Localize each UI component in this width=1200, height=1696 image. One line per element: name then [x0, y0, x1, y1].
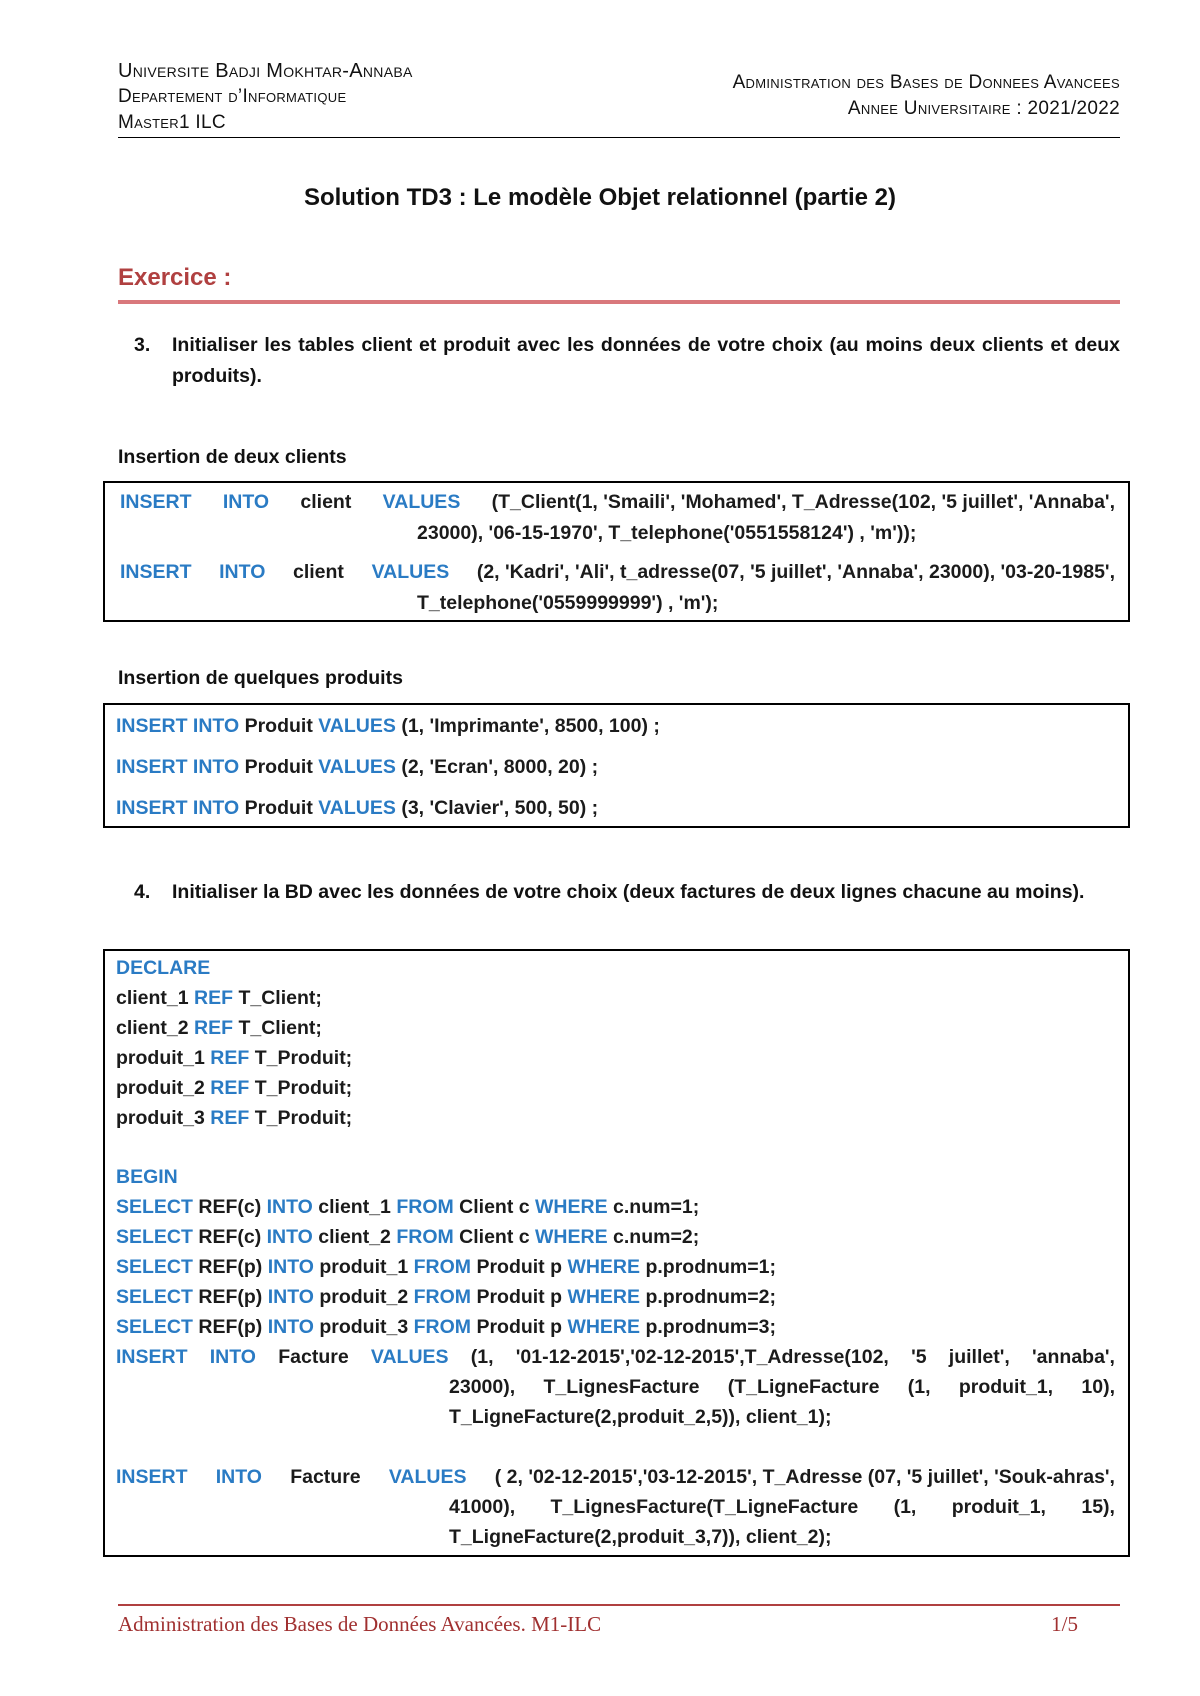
- table-name: client: [300, 491, 352, 513]
- keyword-into: INTO: [266, 1226, 313, 1248]
- keyword-insert-into: INSERT INTO: [116, 756, 240, 778]
- client-1-values-part-2: 23000), '06-15-1970', T_telephone('0551558124') , 'm'));: [417, 522, 917, 544]
- where-condition: p.prodnum=3;: [645, 1316, 776, 1338]
- keyword-values: VALUES: [318, 715, 396, 737]
- keyword-insert-into: INSERT INTO: [116, 797, 240, 819]
- keyword-ref: REF: [194, 987, 234, 1009]
- variable-name: produit_2: [116, 1077, 205, 1099]
- variable-type: T_Client;: [238, 987, 322, 1009]
- keyword-from: FROM: [413, 1316, 472, 1338]
- target-variable: client_2: [318, 1226, 391, 1248]
- value-token: 23000),: [449, 1376, 516, 1398]
- products-label: Insertion de quelques produits: [118, 667, 403, 689]
- header-divider: [118, 137, 1120, 138]
- value-token: '5: [911, 1346, 927, 1368]
- where-condition: c.num=2;: [613, 1226, 700, 1248]
- variable-declaration: [116, 1077, 352, 1100]
- value-token: juillet',: [948, 1346, 1010, 1368]
- keyword-into: INTO: [267, 1256, 314, 1278]
- footer-divider: [118, 1604, 1120, 1606]
- ref-expression: REF(p): [198, 1316, 263, 1338]
- source-table: Client c: [459, 1196, 530, 1218]
- value-token: '01-12-2015','02-12-2015',T_Adresse(102,: [515, 1346, 889, 1368]
- keyword-from: FROM: [413, 1256, 472, 1278]
- target-variable: client_1: [318, 1196, 391, 1218]
- clients-code-box: [103, 481, 1130, 622]
- value-token: ( 2, '02-12-2015','03-12-2015', T_Adresse (07, '5 juillet', 'Souk-ahras',: [494, 1466, 1115, 1488]
- keyword-select: SELECT: [116, 1256, 193, 1278]
- clients-label: Insertion de deux clients: [118, 446, 347, 468]
- target-variable: produit_1: [319, 1256, 409, 1278]
- product-3-values: (3, 'Clavier', 500, 50) ;: [401, 797, 599, 819]
- product-insert-2: [116, 756, 598, 779]
- keyword-into: INTO: [215, 1466, 262, 1488]
- variable-declaration: [116, 1017, 322, 1040]
- facture-insert-2-line-1: [116, 1466, 1115, 1489]
- keyword-select: SELECT: [116, 1226, 193, 1248]
- where-condition: c.num=1;: [613, 1196, 700, 1218]
- keyword-values: VALUES: [370, 1346, 449, 1368]
- variable-name: client_2: [116, 1017, 189, 1039]
- keyword-where: WHERE: [567, 1256, 641, 1278]
- variable-type: T_Produit;: [254, 1107, 353, 1129]
- select-statement: [116, 1196, 699, 1219]
- table-name: Facture: [278, 1346, 349, 1368]
- client-1-values-part-1: (T_Client(1, 'Smaili', 'Mohamed', T_Adresse(102, '5 juillet', 'Annaba',: [491, 491, 1115, 513]
- facture-insert-1-line-1: [116, 1346, 1115, 1369]
- question-number: 3.: [134, 334, 151, 356]
- variable-declaration: [116, 1107, 352, 1130]
- value-token: produit_1,: [951, 1496, 1046, 1518]
- keyword-from: FROM: [396, 1196, 454, 1218]
- products-code-box: [103, 703, 1130, 828]
- table-name: Facture: [290, 1466, 361, 1488]
- keyword-values: VALUES: [318, 756, 396, 778]
- select-statement: [116, 1316, 776, 1339]
- value-token: 15),: [1081, 1496, 1115, 1518]
- product-insert-1: [116, 715, 660, 738]
- product-2-values: (2, 'Ecran', 8000, 20) ;: [401, 756, 599, 778]
- page-number: 1/5: [1051, 1612, 1078, 1636]
- keyword-select: SELECT: [116, 1316, 193, 1338]
- value-token: T_LignesFacture: [543, 1376, 700, 1398]
- question-number: 4.: [134, 881, 151, 903]
- keyword-insert: INSERT: [116, 1466, 188, 1488]
- variable-name: client_1: [116, 987, 189, 1009]
- value-token: (1,: [470, 1346, 494, 1368]
- variable-name: produit_3: [116, 1107, 205, 1129]
- keyword-where: WHERE: [535, 1226, 608, 1248]
- keyword-select: SELECT: [116, 1286, 193, 1308]
- value-token: T_LignesFacture(T_LigneFacture: [550, 1496, 859, 1518]
- facture-insert-2-line-3: T_LigneFacture(2,produit_3,7)), client_2);: [449, 1526, 832, 1548]
- table-name: Produit: [244, 715, 313, 737]
- value-token: 10),: [1081, 1376, 1115, 1398]
- declare-keyword: DECLARE: [116, 957, 211, 979]
- where-condition: p.prodnum=1;: [645, 1256, 776, 1278]
- select-statement: [116, 1256, 776, 1279]
- variable-declaration: [116, 987, 322, 1010]
- table-name: Produit: [244, 756, 313, 778]
- ref-expression: REF(c): [198, 1196, 262, 1218]
- facture-insert-1-line-2: [449, 1376, 1115, 1399]
- question-text: Initialiser la BD avec les données de votre choix (deux factures de deux lignes chacune au moins).: [172, 881, 1085, 903]
- client-2-values-part-2: T_telephone('0559999999') , 'm');: [417, 592, 719, 614]
- value-token: (1,: [893, 1496, 917, 1518]
- facture-insert-1-line-3: T_LigneFacture(2,produit_2,5)), client_1);: [449, 1406, 832, 1428]
- select-statement: [116, 1226, 699, 1249]
- keyword-into: INTO: [219, 561, 266, 583]
- university-name: Universite Badji Mokhtar-Annaba: [118, 60, 413, 82]
- keyword-ref: REF: [210, 1077, 250, 1099]
- keyword-insert-into: INSERT INTO: [116, 715, 240, 737]
- source-table: Client c: [459, 1226, 530, 1248]
- source-table: Produit p: [476, 1316, 563, 1338]
- facture-insert-2-line-2: [449, 1496, 1115, 1519]
- keyword-where: WHERE: [567, 1286, 641, 1308]
- question-3: [134, 330, 1120, 392]
- source-table: Produit p: [476, 1256, 563, 1278]
- section-divider: [118, 300, 1120, 304]
- ref-expression: REF(p): [198, 1256, 263, 1278]
- product-1-values: (1, 'Imprimante', 8500, 100) ;: [401, 715, 660, 737]
- department-name: Departement d’Informatique: [118, 86, 347, 107]
- value-token: 'annaba',: [1032, 1346, 1115, 1368]
- question-4: [134, 877, 1120, 908]
- keyword-insert: INSERT: [116, 1346, 188, 1368]
- keyword-where: WHERE: [567, 1316, 641, 1338]
- where-condition: p.prodnum=2;: [645, 1286, 776, 1308]
- variable-declaration: [116, 1047, 352, 1070]
- variable-name: produit_1: [116, 1047, 205, 1069]
- header-right: [733, 70, 1120, 122]
- value-token: 41000),: [449, 1496, 516, 1518]
- keyword-ref: REF: [210, 1107, 250, 1129]
- variable-type: T_Produit;: [254, 1077, 353, 1099]
- keyword-into: INTO: [267, 1286, 314, 1308]
- keyword-ref: REF: [194, 1017, 234, 1039]
- course-name: Administration des Bases de Donnees Avancees: [732, 72, 1120, 93]
- select-statement: [116, 1286, 776, 1309]
- value-token: (1,: [907, 1376, 931, 1398]
- level-name: Master1 ILC: [118, 112, 226, 133]
- target-variable: produit_2: [319, 1286, 409, 1308]
- variable-type: T_Produit;: [254, 1047, 353, 1069]
- table-name: Produit: [244, 797, 313, 819]
- target-variable: produit_3: [319, 1316, 409, 1338]
- keyword-where: WHERE: [535, 1196, 608, 1218]
- keyword-into: INTO: [209, 1346, 256, 1368]
- keyword-values: VALUES: [388, 1466, 467, 1488]
- keyword-into: INTO: [267, 1316, 314, 1338]
- header-left: [118, 58, 413, 136]
- ref-expression: REF(p): [198, 1286, 263, 1308]
- keyword-select: SELECT: [116, 1196, 193, 1218]
- keyword-from: FROM: [396, 1226, 454, 1248]
- footer-course: Administration des Bases de Données Avancées. M1-ILC: [118, 1612, 602, 1636]
- ref-expression: REF(c): [198, 1226, 262, 1248]
- plsql-code-box: [103, 949, 1130, 1557]
- keyword-values: VALUES: [371, 561, 450, 583]
- source-table: Produit p: [476, 1286, 563, 1308]
- keyword-ref: REF: [210, 1047, 250, 1069]
- begin-keyword: BEGIN: [116, 1166, 178, 1188]
- variable-type: T_Client;: [238, 1017, 322, 1039]
- client-2-values-part-1: (2, 'Kadri', 'Ali', t_adresse(07, '5 juillet', 'Annaba', 23000), '03-20-1985',: [476, 561, 1115, 583]
- keyword-into: INTO: [222, 491, 270, 513]
- keyword-insert: INSERT: [120, 491, 192, 513]
- keyword-insert: INSERT: [120, 561, 192, 583]
- question-text: Initialiser les tables client et produit avec les données de votre choix (au moins deux clients et deux produits).: [172, 334, 1120, 387]
- keyword-into: INTO: [266, 1196, 313, 1218]
- value-token: (T_LigneFacture: [727, 1376, 880, 1398]
- academic-year: Annee Universitaire : 2021/2022: [847, 98, 1120, 119]
- keyword-values: VALUES: [318, 797, 396, 819]
- page-title: Solution TD3 : Le modèle Objet relationnel (partie 2): [303, 184, 897, 211]
- keyword-values: VALUES: [382, 491, 461, 513]
- section-heading: Exercice :: [118, 264, 232, 291]
- value-token: produit_1,: [958, 1376, 1054, 1398]
- product-insert-3: [116, 797, 598, 820]
- keyword-from: FROM: [413, 1286, 472, 1308]
- client-insert-1-line-1: [120, 491, 1115, 514]
- client-insert-2-line-1: [120, 561, 1115, 584]
- table-name: client: [293, 561, 344, 583]
